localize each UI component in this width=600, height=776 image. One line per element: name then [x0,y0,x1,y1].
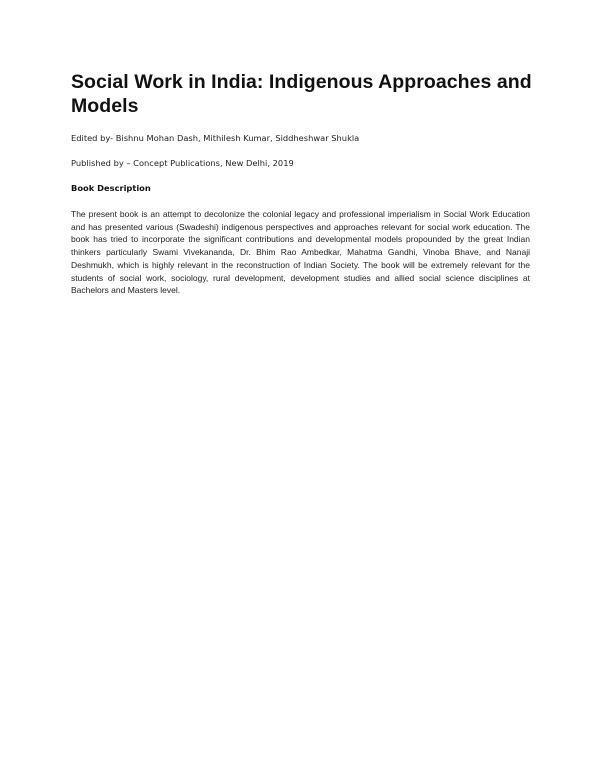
publisher-line: Published by – Concept Publications, New Delhi, 2019 [71,158,294,168]
book-title: Social Work in India: Indigenous Approaches and Models [71,71,532,117]
book-description-heading: Book Description [71,183,151,193]
book-description-text: The present book is an attempt to decolonize the colonial legacy and professional imperialism in Social Work Education and has presented various (Swadeshi) indigenous perspectives and approaches relevant for social work education. The book has tried to incorporate the significant contributions and developmental models propounded by the great Indian thinkers particularly Swami Vivekananda, Dr. Bhim Rao Ambedkar, Mahatma Gandhi, Vinoba Bhave, and Nanaji Deshmukh, which is highly relevant in the reconstruction of Indian Society. The book will be extremely relevant for the students of social work, sociology, rural development, development studies and allied social science disciplines at Bachelors and Masters level. [71,209,530,296]
editors-line: Edited by- Bishnu Mohan Dash, Mithilesh Kumar, Siddheshwar Shukla [71,133,360,143]
